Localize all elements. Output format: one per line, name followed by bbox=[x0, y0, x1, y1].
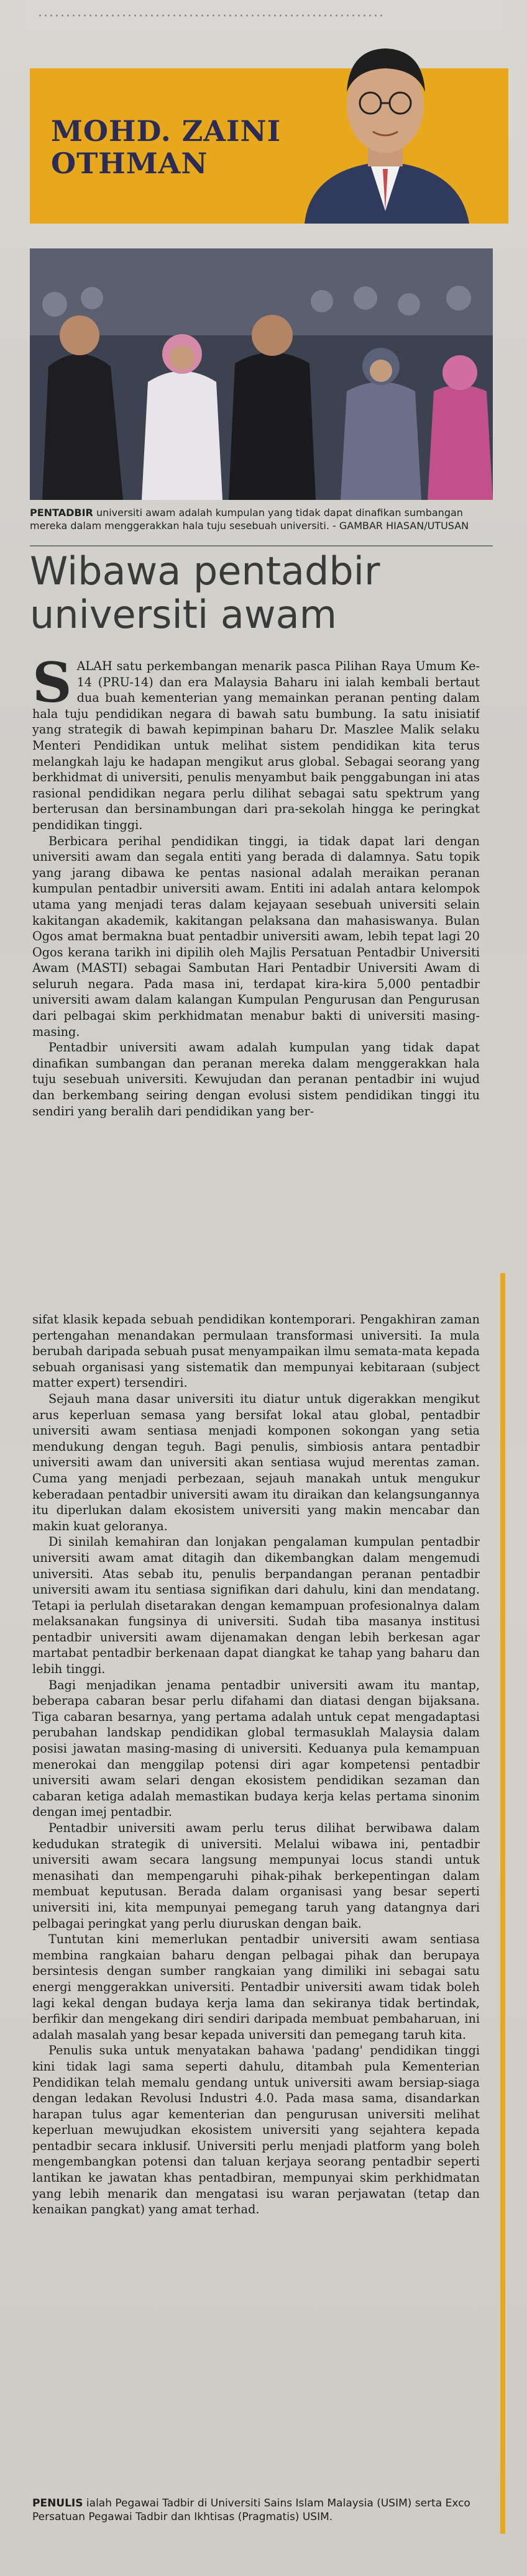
paragraph: Sejauh mana dasar universiti itu diatur untuk digerakkan mengikut arus keperluan semasa yang bersifat lokal atau global, pentadbir universiti awam sentiasa menjadi komponen sokongan yang setia mendukung dengan teguh. Bagi penulis, simbiosis antara pentadbir universiti awam dan universiti akan sentiasa wujud merentas zaman. Cuma yang menjadi perbezaan, sejauh manakah untuk mengukur keberadaan pentadbir universiti awam itu diraikan dan kelangsungannya itu diperlukan dalam ekosistem universiti yang makin mencabar dan makin kuat geloranya. bbox=[32, 1391, 480, 1533]
paragraph bbox=[32, 658, 480, 833]
paragraph: sifat klasik kepada sebuah pendidikan kontemporari. Pengakhiran zaman pertengahan menandakan permulaan transformasi universiti. Ia mula berubah daripada sebuah pusat menyampaikan ilmu semata-mata kepada sebuah organisasi yang sistematik dan mempunyai kebitaraan (subject matter expert) tersendiri. bbox=[32, 1312, 480, 1390]
news-photo bbox=[30, 248, 493, 500]
photo-caption bbox=[30, 506, 493, 532]
author-footnote bbox=[32, 2497, 486, 2524]
drop-cap: S bbox=[32, 658, 72, 715]
author-byline bbox=[51, 115, 281, 179]
headline-rule bbox=[30, 545, 493, 546]
paragraph: Berbicara perihal pendidikan tinggi, ia tidak dapat lari dengan universiti awam dan segala entiti yang berada di dalamnya. Satu topik yang jarang dibawa ke pentas nasional adalah meraikan peranan kumpulan pentadbir universiti awam. Entiti ini adalah antara kelompok utama yang menjadi teras dalam kejayaan sesebuah universiti selain kakitangan akademik, kakitangan pelaksana dan mahasiswanya. Bulan Ogos amat bermakna buat pentadbir universiti awam, lebih tepat lagi 20 Ogos kerana tarikh ini dipilih oleh Majlis Persatuan Pentadbir Universiti Awam (MASTI) sebagai Sambutan Hari Pentadbir Universiti Awam di seluruh negara. Pada masa ini, terdapat kira-kira 5,000 pentadbir universiti awam dalam kalangan Kumpulan Pengurusan dan Pengurusan dari pelbagai skim perkhidmatan menabur bakti di universiti masing-masing. bbox=[32, 833, 480, 1039]
footnote-text: ialah Pegawai Tadbir di Universiti Sains Islam Malaysia (USIM) serta Exco Persatuan Pegawai Tadbir dan Ikhtisas (Pragmatis) USIM. bbox=[32, 2497, 470, 2523]
headline-line2: universiti awam bbox=[30, 592, 337, 637]
footnote-lead: PENULIS bbox=[32, 2497, 83, 2510]
author-portrait bbox=[292, 25, 479, 224]
paragraph: Di sinilah kemahiran dan lonjakan pengalaman kumpulan pentadbir universiti awam amat ditagih dan dikembangkan dalam mengemudi universiti. Atas sebab itu, penulis berpandangan peranan pentadbir universiti awam itu sentiasa signifikan dari dahulu, kini dan mendatang. Tetapi ia perlulah disetarakan dengan kemampuan profesionalnya dalam melaksanakan fungsinya di universiti. Sudah tiba masanya institusi pentadbir universiti awam dijenamakan dengan lebih berkesan agar martabat pentadbir berkenaan dapat diangkat ke tahap yang baharu dan lebih tinggi. bbox=[32, 1535, 480, 1677]
caption-lead: PENTADBIR bbox=[30, 507, 93, 519]
article-headline bbox=[30, 550, 493, 637]
paragraph: Penulis suka untuk menyatakan bahawa 'padang' pendidikan tinggi kini tidak lagi sama seperti dahulu, ditambah pula Kementerian Pendidikan telah memalu gendang untuk universiti awam bersiap-siaga dengan ledakan Revolusi Industri 4.0. Pada masa sama, disandarkan harapan tulus agar kementerian dan pengurusan universiti melihat keperluan mewujudkan ekosistem universiti yang sejahtera kepada pentadbir secara inklusif. Universiti perlu menjadi platform yang boleh mengembangkan potensi dan taluan kerjaya seorang pentadbir seperti lantikan ke jawatan khas pentadbiran, mempunyai skim perkhidmatan yang lebih menarik dan mengatasi isu waran perjawatan (tetap dan kenaikan pangkat) yang amat terhad. bbox=[32, 2043, 480, 2217]
author-name-line2: OTHMAN bbox=[51, 147, 208, 180]
dotted-rule bbox=[37, 12, 385, 19]
author-name-line1: MOHD. ZAINI bbox=[51, 114, 282, 148]
caption-text: universiti awam adalah kumpulan yang tidak dapat dinafikan sumbangan mereka dalam menggerakkan hala tuju sesebuah universiti. - GAMBAR HIASAN/UTUSAN bbox=[30, 507, 469, 532]
paragraph: Tuntutan kini memerlukan pentadbir universiti awam sentiasa membina rangkaian baharu dengan pelbagai pihak dan berupaya bersintesis dengan sumber rangkaian yang dimiliki ini sebagai satu energi menggerakkan universiti. Pentadbir universiti awam tidak boleh lagi kekal dengan budaya kerja lama dan sekiranya tidak bertindak, berfikir dan mengekang diri sendiri daripada membuat pembaharuan, ini adalah masalah yang besar kepada universiti dan pemegang taruh kita. bbox=[32, 1932, 480, 2042]
article-column-1 bbox=[32, 658, 480, 1304]
paragraph: Pentadbir universiti awam perlu terus dilihat berwibawa dalam kedudukan strategik di universiti. Melalui wibawa ini, pentadbir universiti awam secara langsung mempunyai locus standi untuk menasihati dan mempengaruhi pihak-pihak berkepentingan dalam membuat keputusan. Berada dalam organisasi yang besar seperti universiti ini, kita mempunyai pemegang taruh yang datangnya dari pelbagai peringkat yang perlu diuruskan dengan baik. bbox=[32, 1821, 480, 1931]
headline-line1: Wibawa pentadbir bbox=[30, 548, 380, 594]
paragraph: Bagi menjadikan jenama pentadbir universiti awam itu mantap, beberapa cabaran besar perlu difahami dan diatasi dengan bijaksana. Tiga cabaran besarnya, yang pertama adalah untuk cepat mengadaptasi perubahan landskap pendidikan global termasuklah Malaysia dalam posisi jawatan masing-masing di universiti. Keduanya pula kemampuan menerokai dan menggilap potensi diri agar kompetensi pentadbir universiti awam selari dengan ekosistem pendidikan sezaman dan cabaran ketiga adalah memastikan budaya kerja kelas pertama sinonim dengan imej pentadbir. bbox=[32, 1677, 480, 1820]
accent-bar bbox=[500, 1273, 505, 2534]
article-column-2 bbox=[32, 1310, 480, 2492]
paragraph-text: ALAH satu perkembangan menarik pasca Pilihan Raya Umum Ke-14 (PRU-14) dan era Malaysia Baharu ini ialah kembali bertaut dua buah kementerian yang memainkan peranan penting dalam hala tuju pendidikan negara di bawah satu bumbung. Ia satu inisiatif yang strategik di bawah kepimpinan baharu Dr. Maszlee Malik selaku Menteri Pendidikan untuk melihat sistem pendidikan kita terus melangkah laju ke hadapan mengikut arus global. Sebagai seorang yang berkhidmat di universiti, penulis menyambut baik penggabungan ini atas rasional pendidikan negara perlu dilihat sebagai satu spektrum yang berterusan dan bersinambungan dari pra-sekolah hingga ke peringkat pendidikan tinggi. bbox=[32, 659, 480, 832]
paragraph: Pentadbir universiti awam adalah kumpulan yang tidak dapat dinafikan sumbangan dan peranan mereka dalam menggerakkan hala tuju sesebuah universiti. Kewujudan dan peranan pentadbir ini wujud dan berkembang seiring dengan evolusi sistem pendidikan tinggi itu sendiri yang beralih dari pendidikan yang ber- bbox=[32, 1040, 480, 1118]
